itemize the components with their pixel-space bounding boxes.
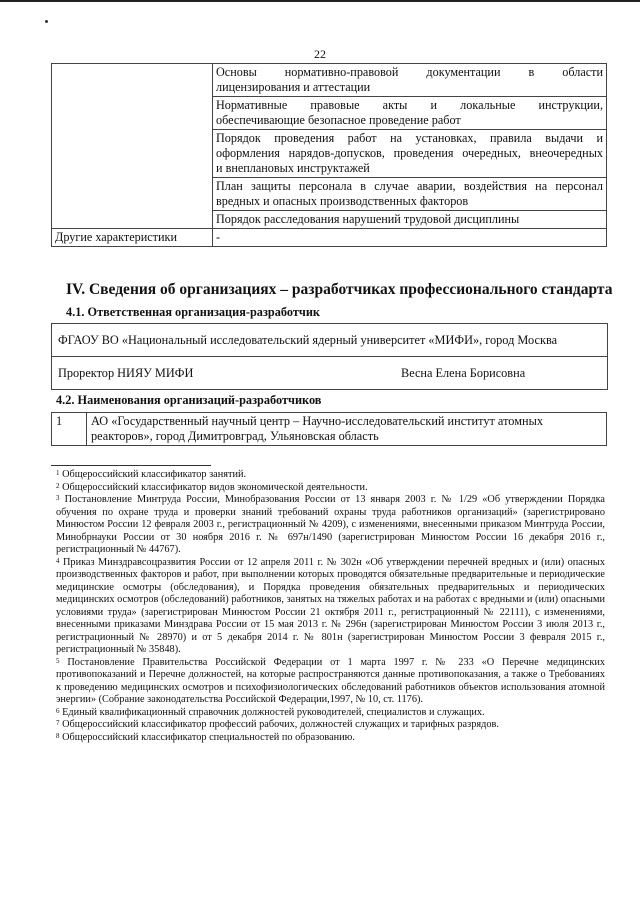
footnote-mark: 6 [56, 706, 60, 715]
org-cell [87, 413, 607, 446]
footnote-text: Общероссийский классификатор профессий рабочих, должностей служащих и тарифных разрядов. [62, 719, 499, 730]
cell-line: оформления нарядов-допусков, проведения очередных, внеочередных [216, 146, 603, 160]
other-value: - [213, 229, 607, 247]
cell-line: обеспечивающие безопасное проведение работ [216, 113, 461, 127]
cell-line: Порядок проведения работ на установках, правила выдачи и [216, 131, 603, 145]
footnote-mark: 4 [56, 556, 60, 565]
cell-line: вредных и опасных производственных факторов [216, 194, 469, 208]
table-row [52, 413, 607, 446]
signatory-name: Весна Елена Борисовна [401, 366, 526, 380]
footnote [56, 482, 605, 495]
footnote-mark: 2 [56, 481, 60, 490]
footnote-mark: 5 [56, 656, 60, 665]
footnote-text: Приказ Минздравсоцразвития России от 12 апреля 2011 г. № 302н «Об утверждении перечней вредных и (или) опасных производственных факторов и работ, при выполнении которых проводятся обязательные предварительные и периодические медицинские осмотры (обследования), и Порядка проведения обязательных предварительных и периодических медицинских осмотров (обследований) работников, занятых на тяжелых работах и на работах с вредными и (или) опасными условиями труда» (зарегистрирован Минюстом России 21 октября 2011 г., регистрационный № 22111), с изменениями, внесенными приказами Минздрава России от 15 мая 2013 г. № 296н (зарегистрирован Минюстом России 3 июля 2013 г., регистрационный № 28970) и от 5 декабря 2014 г. № 801н (зарегистрирован Минюстом России 3 февраля 2015 г., регистрационный № 35848). [56, 556, 605, 655]
footnote [56, 557, 605, 657]
cell-line: лицензирования и аттестации [216, 80, 371, 94]
footnote-text: Общероссийский классификатор занятий. [62, 469, 247, 480]
footnote [56, 707, 605, 720]
cell-line: Нормативные правовые акты и локальные инструкции, [216, 98, 603, 112]
responsible-org-box [51, 323, 608, 390]
scan-top-edge [0, 0, 640, 2]
table-cell [213, 211, 607, 229]
footnote-mark: 3 [56, 494, 60, 502]
subsection-title-4-2: 4.2. Наименования организаций-разработчиков [56, 393, 322, 407]
cell-line: реакторов», город Димитровград, Ульяновская область [91, 429, 379, 443]
footnote-text: Единый квалификационный справочник должностей руководителей, специалистов и служащих. [62, 706, 485, 718]
page-number: 22 [314, 47, 326, 61]
org-name: ФГАОУ ВО «Национальный исследовательский ядерный университет «МИФИ», город Москва [58, 333, 558, 347]
table-row [52, 64, 607, 97]
cell-line: Порядок расследования нарушений трудовой дисциплины [216, 212, 520, 226]
footnote-separator [51, 465, 211, 466]
scan-artifact-dot [45, 20, 48, 23]
footnote [56, 657, 605, 707]
table-row-other [52, 229, 607, 247]
org-name-row [52, 324, 607, 356]
footnote-text: Общероссийский классификатор видов экономической деятельности. [62, 481, 368, 493]
cell-line: План защиты персонала в случае аварии, воздействия на персонал [216, 179, 603, 193]
footnote-text: Постановление Правительства Российской Федерации от 1 марта 1997 г. № 233 «О Перечне медицинских противопоказаний и Перечне должностей, на которые распространяются данные противопоказания, а также о Требованиях к проведению медицинских осмотров и психофизиологических обследований работников объектов использования атомной энергии» (Собрание законодательства Российской Федерации,1997, № 10, ст. 1176). [56, 656, 606, 705]
other-label: Другие характеристики [52, 229, 213, 247]
characteristics-table [51, 63, 607, 247]
table-cell [213, 64, 607, 97]
table-cell-empty [52, 64, 213, 229]
subsection-title-4-1: 4.1. Ответственная организация-разработчик [66, 305, 320, 319]
footnote-mark: 7 [56, 719, 60, 727]
footnote [56, 732, 605, 745]
cell-line: АО «Государственный научный центр – Научно-исследовательский институт атомных [91, 414, 543, 428]
signatory-row [52, 356, 607, 389]
footnote-mark: 1 [56, 469, 60, 477]
table-cell [213, 178, 607, 211]
developer-orgs-table [51, 412, 607, 446]
row-number: 1 [52, 413, 87, 446]
footnote-text: Общероссийский классификатор специальностей по образованию. [62, 731, 355, 743]
section-title: IV. Сведения об организациях – разработчиках профессионального стандарта [66, 281, 613, 298]
signatory-position: Проректор НИЯУ МИФИ [58, 366, 194, 380]
footnote-mark: 8 [56, 731, 60, 740]
footnote-text: Постановление Минтруда России, Минобразования России от 13 января 2003 г. № 1/29 «Об утверждении Порядка обучения по охране труда и проверки знаний требований охраны труда работников организаций» (зарегистрировано Минюстом России 12 февраля 2003 г., регистрационный № 4209), с изменениями, внесенными приказом Минтруда России, Минобрнауки России от 30 ноября 2016 г. № 697н/1490 (зарегистрирован Минюстом России 16 декабря 2016 г., регистрационный № 44767). [56, 494, 606, 555]
footnote [56, 494, 605, 557]
table-cell [213, 97, 607, 130]
cell-line: Основы нормативно-правовой документации в области [216, 65, 603, 79]
footnotes [56, 469, 605, 744]
footnote [56, 469, 605, 482]
table-cell [213, 130, 607, 178]
cell-line: и внеплановых инструктажей [216, 161, 370, 175]
footnote [56, 719, 605, 732]
